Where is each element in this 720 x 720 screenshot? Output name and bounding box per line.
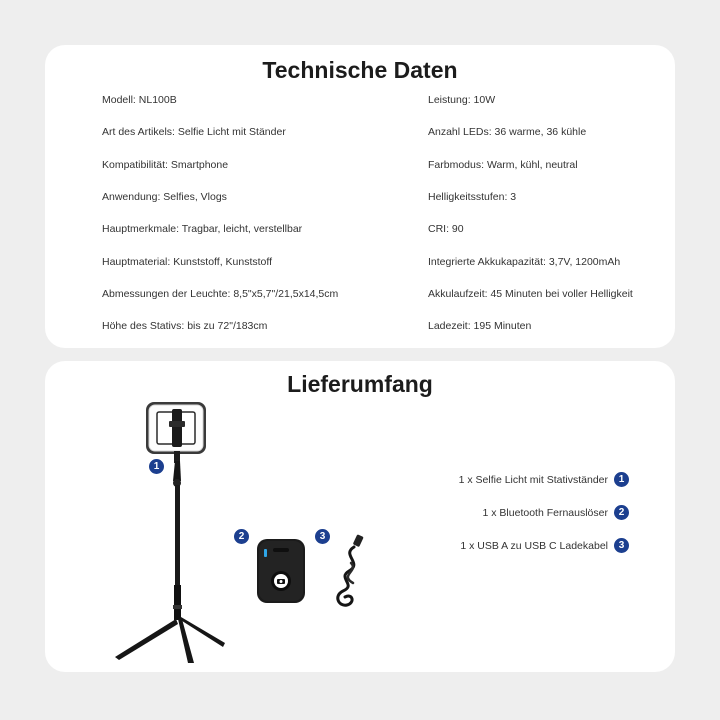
spec-power: Leistung: 10W: [428, 94, 496, 106]
spec-item-type: Art des Artikels: Selfie Licht mit Ständer: [102, 126, 286, 138]
contents-title: Lieferumfang: [287, 371, 433, 397]
contents-item-light: [459, 472, 629, 487]
spec-color-mode: Farbmodus: Warm, kühl, neutral: [428, 159, 578, 171]
contents-card: [45, 361, 675, 672]
selfie-light-stand-illustration: [103, 399, 233, 664]
image-badge-1: 1: [149, 459, 164, 474]
contents-item-remote: [483, 505, 630, 520]
spec-dimensions: Abmessungen der Leuchte: 8,5"x5,7"/21,5x14,5cm: [102, 288, 339, 300]
contents-item-label: 1 x USB A zu USB C Ladekabel: [460, 539, 608, 552]
spec-charge-time: Ladezeit: 195 Minuten: [428, 320, 532, 332]
image-badge-2: 2: [234, 529, 249, 544]
contents-item-cable: [460, 538, 629, 553]
spec-material: Hauptmaterial: Kunststoff, Kunststoff: [102, 256, 273, 268]
spec-compatibility: Kompatibilität: Smartphone: [102, 159, 229, 171]
image-badge-3: 3: [315, 529, 330, 544]
contents-item-badge: 2: [614, 505, 629, 520]
contents-item-label: 1 x Bluetooth Fernauslöser: [482, 506, 608, 519]
spec-led-count: Anzahl LEDs: 36 warme, 36 kühle: [428, 126, 587, 138]
specs-card: [45, 45, 675, 348]
usb-cable-illustration: [327, 533, 377, 611]
contents-item-badge: 1: [614, 472, 629, 487]
contents-item-badge: 3: [614, 538, 629, 553]
specs-title: Technische Daten: [262, 57, 458, 83]
spec-model: Modell: NL100B: [102, 94, 177, 106]
spec-cri: CRI: 90: [428, 223, 464, 235]
spec-battery-capacity: Integrierte Akkukapazität: 3,7V, 1200mAh: [428, 256, 621, 268]
spec-stand-height: Höhe des Stativs: bis zu 72"/183cm: [102, 320, 268, 332]
spec-brightness-levels: Helligkeitsstufen: 3: [428, 191, 517, 203]
spec-usage: Anwendung: Selfies, Vlogs: [102, 191, 227, 203]
spec-battery-runtime: Akkulaufzeit: 45 Minuten bei voller Helligkeit: [428, 288, 633, 300]
contents-item-label: 1 x Selfie Licht mit Stativständer: [458, 473, 608, 486]
bluetooth-remote-illustration: [253, 535, 309, 607]
spec-features: Hauptmerkmale: Tragbar, leicht, verstellbar: [102, 223, 303, 235]
